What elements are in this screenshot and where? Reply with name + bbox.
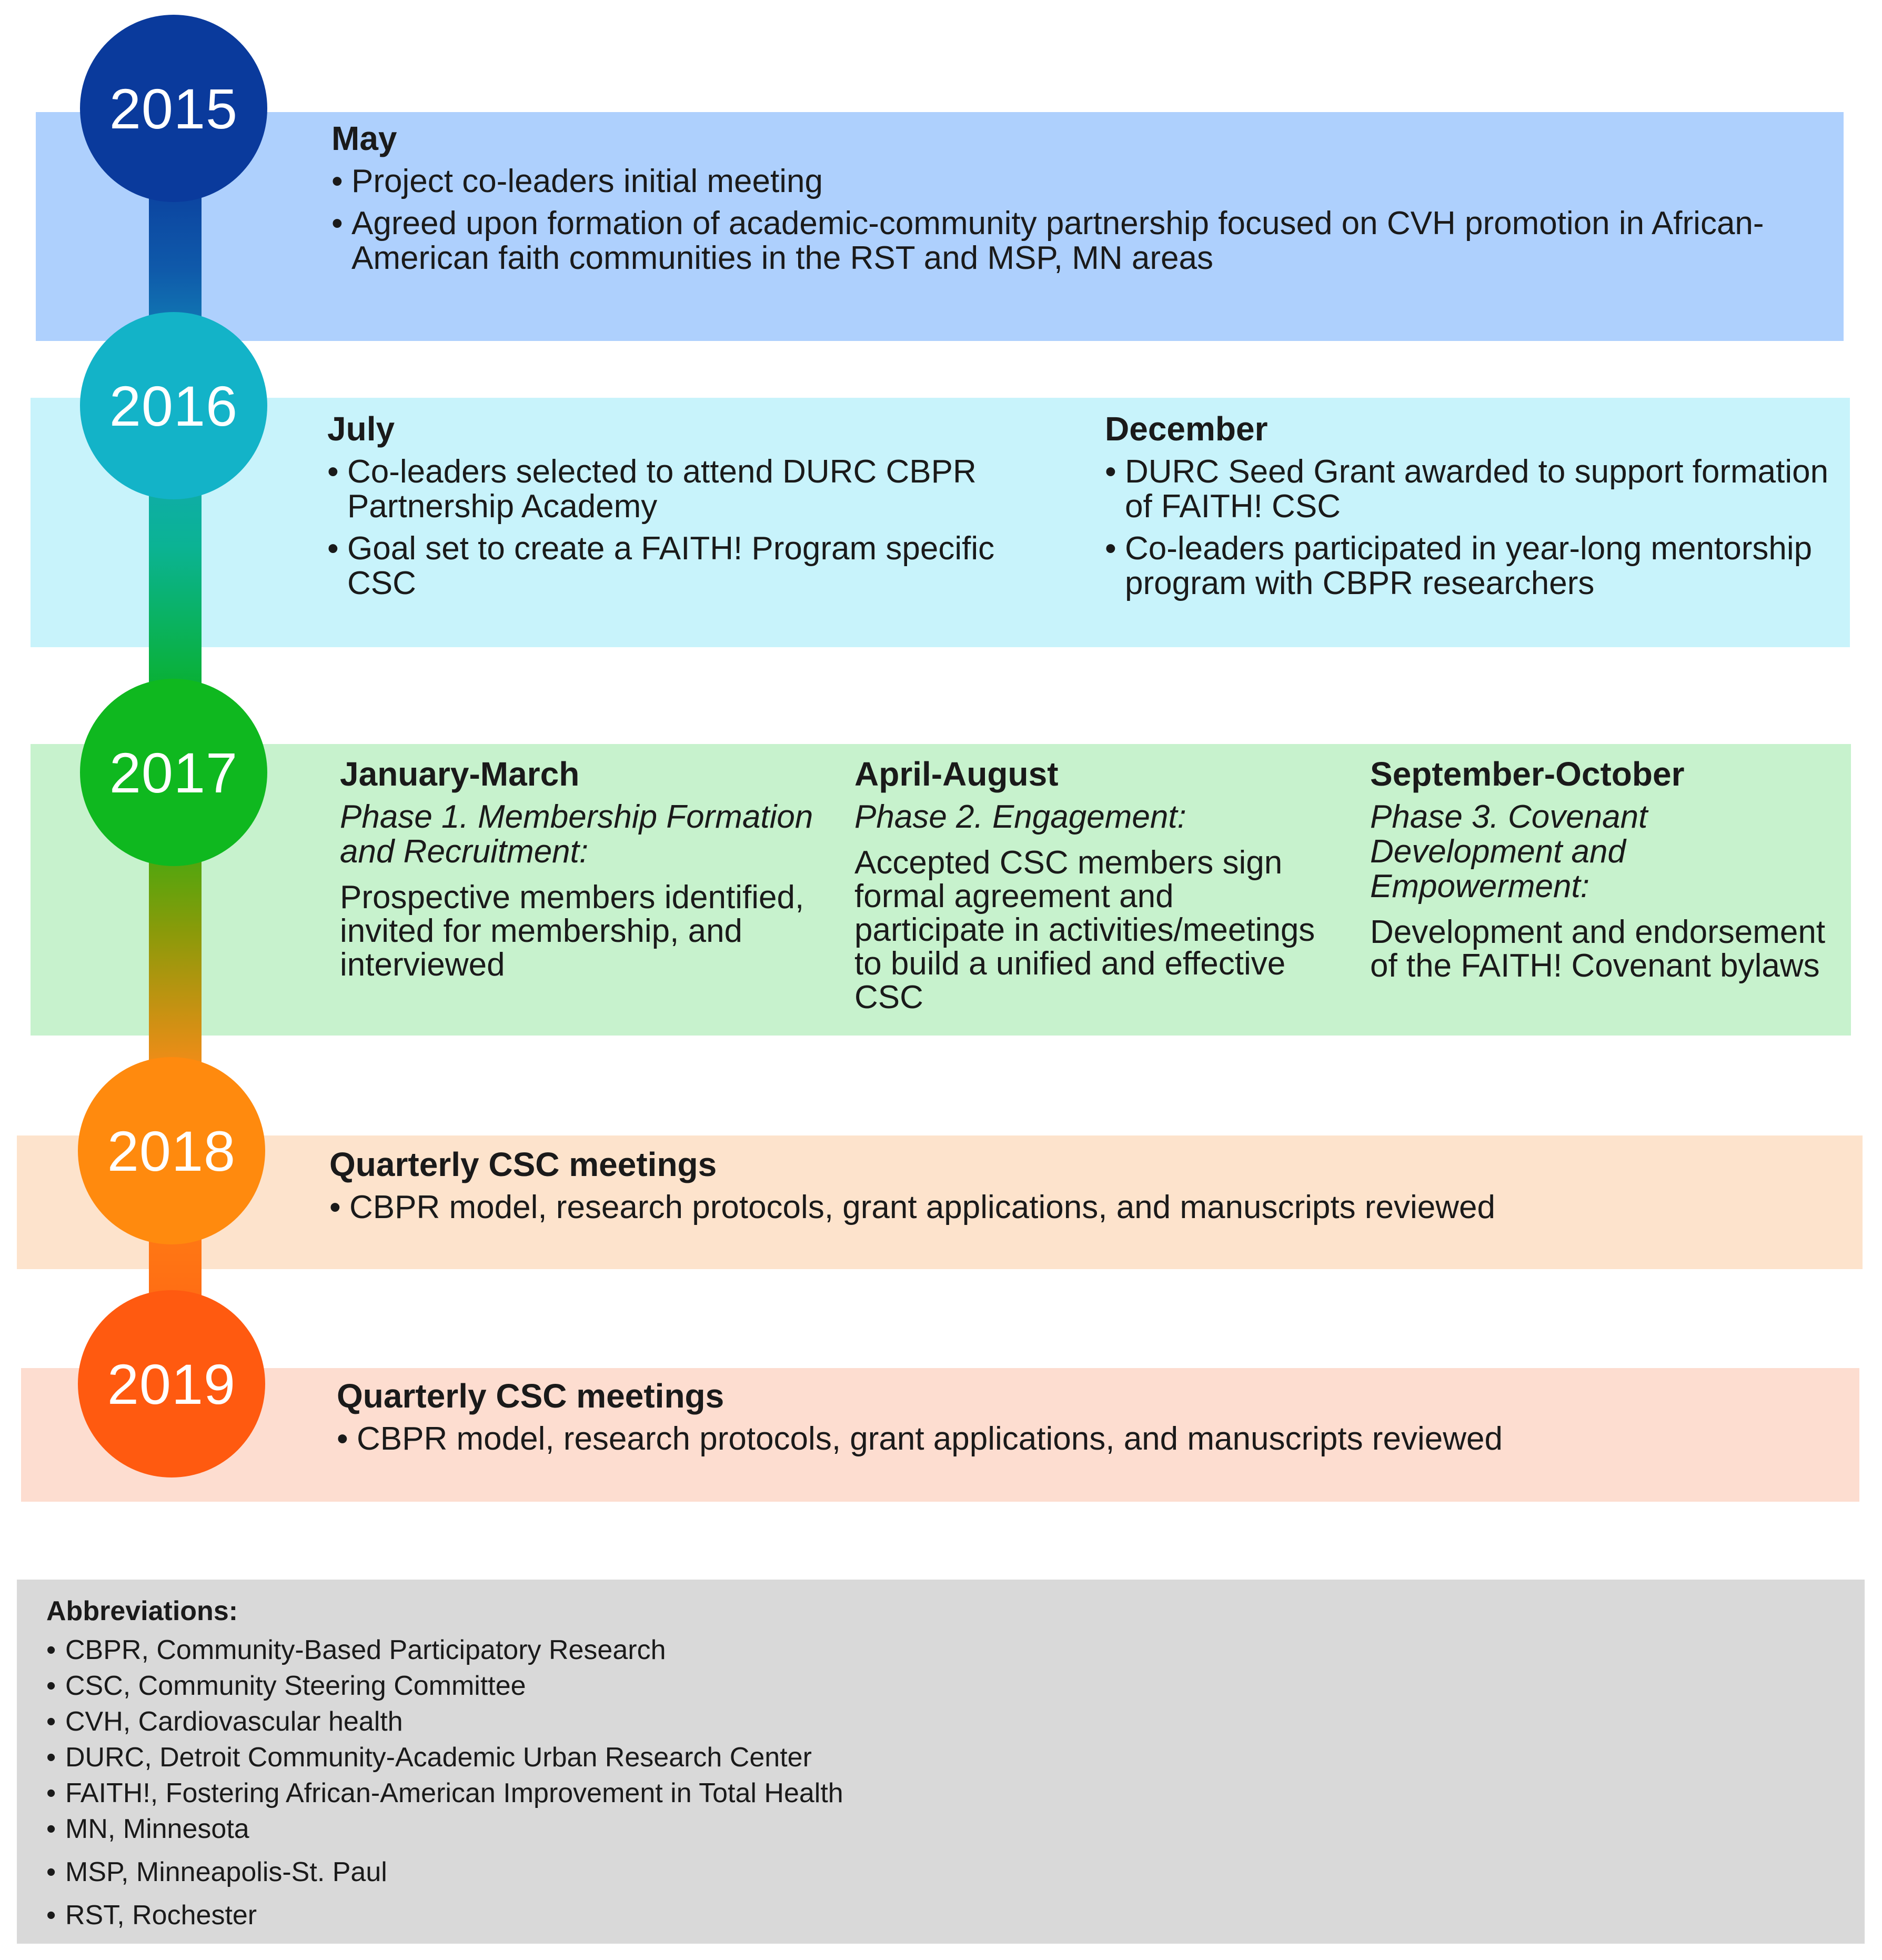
phase-period: April-August xyxy=(854,755,1059,793)
abbreviation-item: • MN, Minnesota xyxy=(46,1811,1835,1847)
phase-description: Development and endorsement of the FAITH! Covenant bylaws xyxy=(1370,914,1826,984)
year-circle-2016: 2016 xyxy=(80,312,267,499)
phase-description: Prospective members identified, invited for membership, and interviewed xyxy=(340,879,804,983)
section-heading: December xyxy=(1105,410,1268,448)
bullet-item: • Co-leaders participated in year-long mentorship program with CBPR researchers xyxy=(1105,531,1841,601)
section-heading: May xyxy=(331,119,397,157)
bullet-item: • Agreed upon formation of academic-community partnership focused on CVH promotion in African-American faith communities in the RST and MSP, MN areas xyxy=(331,206,1826,276)
abbreviations-heading: Abbreviations: xyxy=(46,1596,238,1626)
phase-description: Accepted CSC members sign formal agreement and participate in activities/meetings to build a unified and effective CSC xyxy=(854,845,1315,1016)
section-2016-december xyxy=(1105,410,1841,608)
abbreviation-item: • CBPR, Community-Based Participatory Research xyxy=(46,1632,1835,1668)
section-heading: Quarterly CSC meetings xyxy=(329,1145,717,1183)
abbreviation-item: • FAITH!, Fostering African-American Improvement in Total Health xyxy=(46,1775,1835,1811)
bullet-item: • DURC Seed Grant awarded to support formation of FAITH! CSC xyxy=(1105,455,1841,524)
abbreviation-item: • RST, Rochester xyxy=(46,1897,1835,1933)
phase-title: Phase 1. Membership Formation and Recruitment: xyxy=(340,799,813,870)
year-circle-2018: 2018 xyxy=(78,1057,265,1244)
section-2016-july xyxy=(327,410,1053,608)
section-2019 xyxy=(337,1378,1841,1464)
section-2015-may xyxy=(331,120,1826,283)
phase-period: January-March xyxy=(340,755,580,793)
phase-title: Phase 3. Covenant Development and Empowerment: xyxy=(1370,799,1648,905)
year-circle-2015: 2015 xyxy=(80,15,267,202)
bullet-item: • Project co-leaders initial meeting xyxy=(331,164,1826,199)
phase-1-column xyxy=(340,756,824,982)
abbreviation-item: • CSC, Community Steering Committee xyxy=(46,1668,1835,1704)
abbreviations-box xyxy=(17,1580,1865,1944)
section-heading: July xyxy=(327,410,395,448)
abbreviation-item: • CVH, Cardiovascular health xyxy=(46,1704,1835,1740)
section-2018 xyxy=(329,1146,1845,1232)
year-circle-2019: 2019 xyxy=(78,1290,265,1477)
bullet-item: • Goal set to create a FAITH! Program specific CSC xyxy=(327,531,1053,601)
phase-title: Phase 2. Engagement: xyxy=(854,799,1186,836)
abbreviation-item: • DURC, Detroit Community-Academic Urban Research Center xyxy=(46,1740,1835,1775)
bullet-item: • CBPR model, research protocols, grant applications, and manuscripts reviewed xyxy=(329,1190,1845,1225)
year-circle-2017: 2017 xyxy=(80,679,267,866)
bullet-item: • CBPR model, research protocols, grant applications, and manuscripts reviewed xyxy=(337,1422,1841,1456)
phase-3-column xyxy=(1370,756,1844,983)
bullet-item: • Co-leaders selected to attend DURC CBPR Partnership Academy xyxy=(327,455,1053,524)
phase-2-column xyxy=(854,756,1328,1014)
abbreviation-item: • MSP, Minneapolis-St. Paul xyxy=(46,1854,1835,1890)
phase-period: September-October xyxy=(1370,755,1685,793)
section-heading: Quarterly CSC meetings xyxy=(337,1377,724,1415)
